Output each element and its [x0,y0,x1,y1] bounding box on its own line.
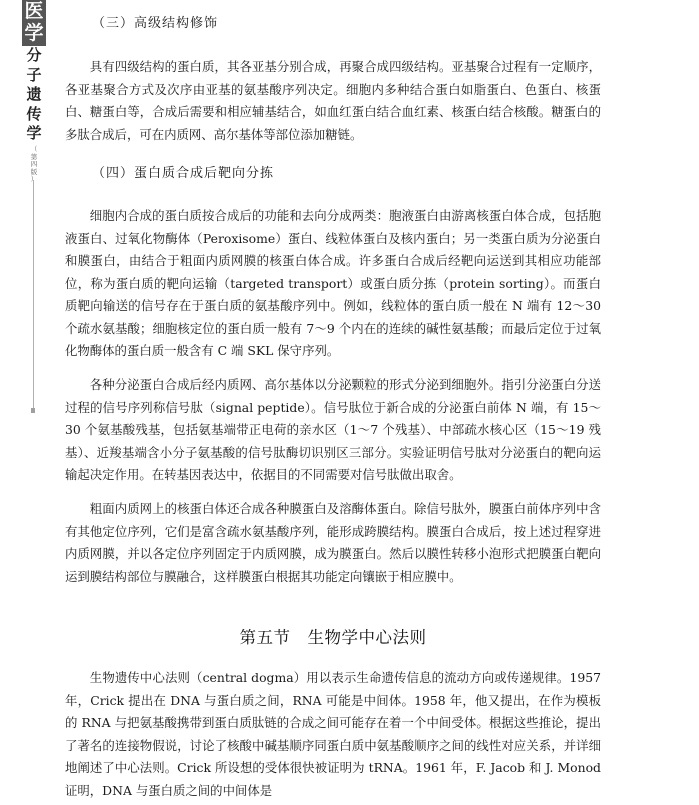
paragraph: 粗面内质网上的核蛋白体还合成各种膜蛋白及溶酶体蛋白。除信号肽外，膜蛋白前体序列中含有其他定位序列，它们是富含疏水氨基酸序列，能形成跨膜结构。膜蛋白合成后，按上述过程穿进内质网膜，并以各定位序列固定于内质网膜，成为膜蛋白。然后以膜性转移小泡形式把膜蛋白靶向运到膜结构部位与膜融合，这样膜蛋白根据其功能定向镶嵌于相应膜中。 [65,501,601,584]
book-title-column [22,46,46,144]
book-title-char: 分 [26,46,42,64]
book-title-char: 学 [24,22,44,44]
subsection-heading-3: （三）高级结构修饰 [92,16,219,31]
edition-char: 第 [30,152,38,161]
book-title-strip [0,0,50,805]
edition-char: 版 [30,167,38,176]
book-title-char: 子 [26,65,42,84]
paragraph: 各种分泌蛋白合成后经内质网、高尔基体以分泌颗粒的形式分泌到细胞外。指引分泌蛋白分送过程的信号序列称信号肽（signal peptide）。信号肽位于新合成的分泌蛋白前体 N 端，有 15～30 个氨基酸残基，包括氨基端带正电荷的亲水区（1～7 个残基）、中部疏水核心区（15～19 残基）、近羧基端含小分子氨基酸的信号肽酶切识别区三部分。实验证明信号肽对分泌蛋白的靶向运输起决定作用。在转基因表达中，依据目的不同需要对信号肽做出取舍。 [65,377,601,482]
margin-rule [33,180,34,412]
book-title-char: 传 [26,104,42,123]
book-title-char: 医 [24,0,44,22]
paragraph: 生物遗传中心法则（central dogma）用以表示生命遗传信息的流动方向或传递规律。1957 年，Crick 提出在 DNA 与蛋白质之间，RNA 可能是中间体。1958 年，他又提出，在作为模板的 RNA 与把氨基酸携带到蛋白质肽链的合成之间可能存在着一个中间受体。根据这些推论，提出了著名的连接物假说，讨论了核酸中碱基顺序同蛋白质中氨基酸顺序之间的线性对应关系，并详细地阐述了中心法则。Crick 所设想的受体很快被证明为 tRNA。1961 年，F. Jacob 和 J. Monod 证明，DNA 与蛋白质之间的中间体是 [65,670,601,798]
book-title-badge [22,0,46,46]
subsection-heading-4: （四）蛋白质合成后靶向分拣 [92,166,275,181]
edition-char: 四 [30,160,38,168]
book-title-char: 遗 [26,85,42,103]
paragraph: 细胞内合成的蛋白质按合成后的功能和去向分成两类：胞液蛋白由游离核蛋白体合成，包括胞液蛋白、过氧化物酶体（Peroxisome）蛋白、线粒体蛋白及核内蛋白；另一类蛋白质为分泌蛋白和膜蛋白，由结合于粗面内质网膜的核蛋白体合成。许多蛋白合成后经靶向运送到其相应功能部位，称为蛋白质的靶向运输（targeted transport）或蛋白质分拣（protein sorting）。而蛋白质靶向输送的信号存在于蛋白质的氨基酸序列中。例如，线粒体的蛋白质一般在 N 端有 12～30 个疏水氨基酸；细胞核定位的蛋白质一般有 7～9 个内在的连续的碱性氨基酸；而最后定位于过氧化物酶体的蛋白质一般含有 C 端 SKL 保守序列。 [65,208,601,358]
margin-rule-marker [31,408,35,413]
edition-char: （ [30,145,38,153]
edition-label [28,146,40,184]
book-title-char: 学 [26,124,42,142]
edition-char: ） [30,175,38,183]
section-title: 第五节 生物学中心法则 [239,628,427,647]
paragraph: 具有四级结构的蛋白质，其各亚基分别合成，再聚合成四级结构。亚基聚合过程有一定顺序，各亚基聚合方式及次序由亚基的氨基酸序列决定。细胞内多种结合蛋白如脂蛋白、色蛋白、核蛋白、糖蛋白等，合成后需要和相应辅基结合，如血红蛋白结合血红素、核蛋白结合核酸。糖蛋白的多肽合成后，可在内质网、高尔基体等部位添加糖链。 [65,59,601,142]
